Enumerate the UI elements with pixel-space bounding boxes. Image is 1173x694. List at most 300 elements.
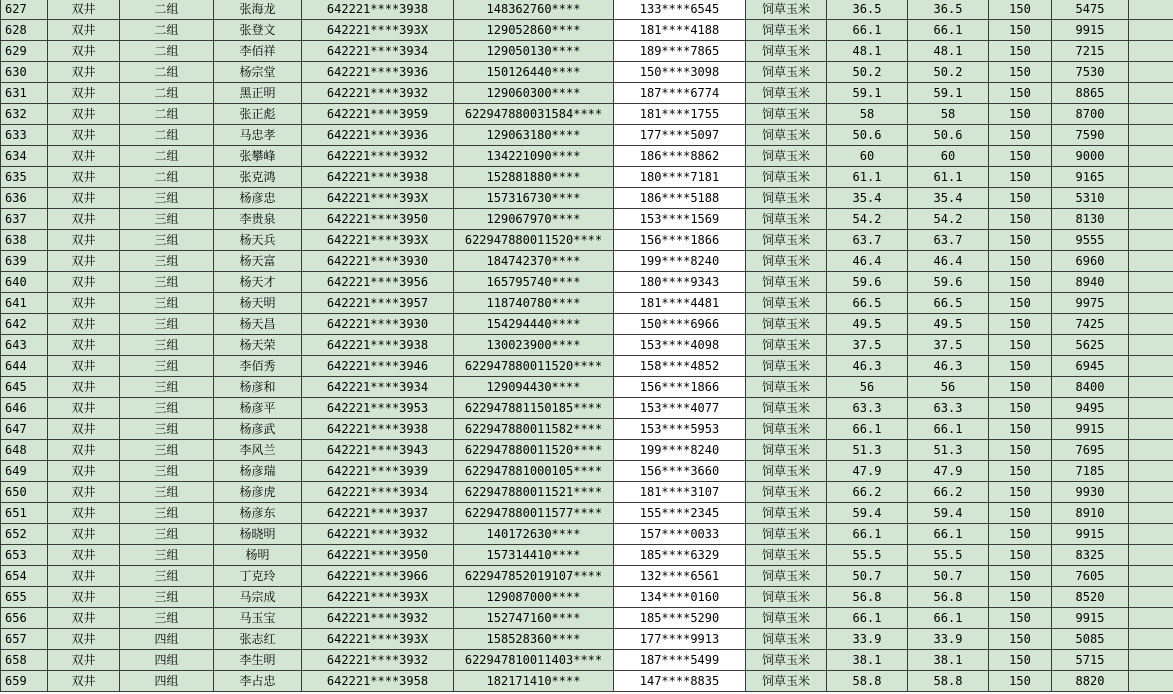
empty-cell[interactable] — [1129, 104, 1173, 125]
area-cell[interactable]: 66.2 — [827, 482, 908, 503]
verified-area-cell[interactable]: 59.1 — [908, 83, 989, 104]
row-number-cell[interactable]: 642 — [1, 314, 48, 335]
group-cell[interactable]: 二组 — [120, 125, 214, 146]
name-cell[interactable]: 杨天明 — [214, 293, 302, 314]
area-cell[interactable]: 47.9 — [827, 461, 908, 482]
bank-account-cell[interactable]: 622947852019107**** — [454, 566, 614, 587]
row-number-cell[interactable]: 646 — [1, 398, 48, 419]
area-cell[interactable]: 48.1 — [827, 41, 908, 62]
subsidy-rate-cell[interactable]: 150 — [989, 230, 1052, 251]
area-cell[interactable]: 55.5 — [827, 545, 908, 566]
subsidy-rate-cell[interactable]: 150 — [989, 524, 1052, 545]
subsidy-amount-cell[interactable]: 9915 — [1052, 524, 1129, 545]
crop-cell[interactable]: 饲草玉米 — [746, 482, 827, 503]
group-cell[interactable]: 二组 — [120, 41, 214, 62]
phone-cell[interactable]: 177****9913 — [614, 629, 746, 650]
group-cell[interactable]: 三组 — [120, 188, 214, 209]
phone-cell[interactable]: 156****1866 — [614, 230, 746, 251]
bank-account-cell[interactable]: 129060300**** — [454, 83, 614, 104]
empty-cell[interactable] — [1129, 524, 1173, 545]
bank-account-cell[interactable]: 129067970**** — [454, 209, 614, 230]
row-number-cell[interactable]: 641 — [1, 293, 48, 314]
subsidy-rate-cell[interactable]: 150 — [989, 104, 1052, 125]
subsidy-rate-cell[interactable]: 150 — [989, 167, 1052, 188]
area-cell[interactable]: 46.4 — [827, 251, 908, 272]
group-cell[interactable]: 四组 — [120, 629, 214, 650]
id-card-cell[interactable]: 642221****3930 — [302, 314, 454, 335]
subsidy-rate-cell[interactable]: 150 — [989, 125, 1052, 146]
crop-cell[interactable]: 饲草玉米 — [746, 440, 827, 461]
bank-account-cell[interactable]: 148362760**** — [454, 0, 614, 20]
village-cell[interactable]: 双井 — [48, 545, 120, 566]
id-card-cell[interactable]: 642221****3950 — [302, 545, 454, 566]
crop-cell[interactable]: 饲草玉米 — [746, 20, 827, 41]
row-number-cell[interactable]: 628 — [1, 20, 48, 41]
crop-cell[interactable]: 饲草玉米 — [746, 461, 827, 482]
empty-cell[interactable] — [1129, 167, 1173, 188]
row-number-cell[interactable]: 644 — [1, 356, 48, 377]
area-cell[interactable]: 60 — [827, 146, 908, 167]
phone-cell[interactable]: 186****5188 — [614, 188, 746, 209]
crop-cell[interactable]: 饲草玉米 — [746, 293, 827, 314]
subsidy-amount-cell[interactable]: 8910 — [1052, 503, 1129, 524]
id-card-cell[interactable]: 642221****3957 — [302, 293, 454, 314]
group-cell[interactable]: 三组 — [120, 293, 214, 314]
verified-area-cell[interactable]: 56 — [908, 377, 989, 398]
crop-cell[interactable]: 饲草玉米 — [746, 608, 827, 629]
bank-account-cell[interactable]: 140172630**** — [454, 524, 614, 545]
empty-cell[interactable] — [1129, 377, 1173, 398]
bank-account-cell[interactable]: 622947880011577**** — [454, 503, 614, 524]
empty-cell[interactable] — [1129, 125, 1173, 146]
village-cell[interactable]: 双井 — [48, 335, 120, 356]
group-cell[interactable]: 三组 — [120, 272, 214, 293]
group-cell[interactable]: 三组 — [120, 608, 214, 629]
row-number-cell[interactable]: 649 — [1, 461, 48, 482]
phone-cell[interactable]: 181****4481 — [614, 293, 746, 314]
group-cell[interactable]: 二组 — [120, 0, 214, 20]
crop-cell[interactable]: 饲草玉米 — [746, 419, 827, 440]
bank-account-cell[interactable]: 622947880031584**** — [454, 104, 614, 125]
village-cell[interactable]: 双井 — [48, 62, 120, 83]
crop-cell[interactable]: 饲草玉米 — [746, 566, 827, 587]
village-cell[interactable]: 双井 — [48, 503, 120, 524]
id-card-cell[interactable]: 642221****3930 — [302, 251, 454, 272]
bank-account-cell[interactable]: 129050130**** — [454, 41, 614, 62]
empty-cell[interactable] — [1129, 629, 1173, 650]
crop-cell[interactable]: 饲草玉米 — [746, 125, 827, 146]
name-cell[interactable]: 张登文 — [214, 20, 302, 41]
subsidy-amount-cell[interactable]: 7185 — [1052, 461, 1129, 482]
subsidy-rate-cell[interactable]: 150 — [989, 629, 1052, 650]
verified-area-cell[interactable]: 37.5 — [908, 335, 989, 356]
group-cell[interactable]: 三组 — [120, 566, 214, 587]
bank-account-cell[interactable]: 129052860**** — [454, 20, 614, 41]
row-number-cell[interactable]: 654 — [1, 566, 48, 587]
subsidy-rate-cell[interactable]: 150 — [989, 293, 1052, 314]
name-cell[interactable]: 杨彦武 — [214, 419, 302, 440]
name-cell[interactable]: 张克鸿 — [214, 167, 302, 188]
row-number-cell[interactable]: 657 — [1, 629, 48, 650]
crop-cell[interactable]: 饲草玉米 — [746, 146, 827, 167]
subsidy-amount-cell[interactable]: 8820 — [1052, 671, 1129, 692]
subsidy-amount-cell[interactable]: 7215 — [1052, 41, 1129, 62]
group-cell[interactable]: 四组 — [120, 650, 214, 671]
area-cell[interactable]: 50.6 — [827, 125, 908, 146]
phone-cell[interactable]: 153****4098 — [614, 335, 746, 356]
name-cell[interactable]: 李佰秀 — [214, 356, 302, 377]
empty-cell[interactable] — [1129, 503, 1173, 524]
village-cell[interactable]: 双井 — [48, 461, 120, 482]
village-cell[interactable]: 双井 — [48, 41, 120, 62]
phone-cell[interactable]: 158****4852 — [614, 356, 746, 377]
phone-cell[interactable]: 134****0160 — [614, 587, 746, 608]
id-card-cell[interactable]: 642221****3934 — [302, 377, 454, 398]
subsidy-rate-cell[interactable]: 150 — [989, 272, 1052, 293]
area-cell[interactable]: 59.4 — [827, 503, 908, 524]
verified-area-cell[interactable]: 66.1 — [908, 524, 989, 545]
id-card-cell[interactable]: 642221****3932 — [302, 146, 454, 167]
phone-cell[interactable]: 153****4077 — [614, 398, 746, 419]
row-number-cell[interactable]: 629 — [1, 41, 48, 62]
subsidy-rate-cell[interactable]: 150 — [989, 566, 1052, 587]
id-card-cell[interactable]: 642221****3950 — [302, 209, 454, 230]
row-number-cell[interactable]: 652 — [1, 524, 48, 545]
id-card-cell[interactable]: 642221****3938 — [302, 335, 454, 356]
name-cell[interactable]: 马玉宝 — [214, 608, 302, 629]
subsidy-rate-cell[interactable]: 150 — [989, 83, 1052, 104]
crop-cell[interactable]: 饲草玉米 — [746, 629, 827, 650]
subsidy-amount-cell[interactable]: 5310 — [1052, 188, 1129, 209]
group-cell[interactable]: 三组 — [120, 461, 214, 482]
name-cell[interactable]: 丁克玲 — [214, 566, 302, 587]
phone-cell[interactable]: 177****5097 — [614, 125, 746, 146]
area-cell[interactable]: 66.5 — [827, 293, 908, 314]
row-number-cell[interactable]: 638 — [1, 230, 48, 251]
verified-area-cell[interactable]: 61.1 — [908, 167, 989, 188]
subsidy-amount-cell[interactable]: 8700 — [1052, 104, 1129, 125]
name-cell[interactable]: 杨天富 — [214, 251, 302, 272]
verified-area-cell[interactable]: 36.5 — [908, 0, 989, 20]
bank-account-cell[interactable]: 184742370**** — [454, 251, 614, 272]
verified-area-cell[interactable]: 58 — [908, 104, 989, 125]
group-cell[interactable]: 三组 — [120, 398, 214, 419]
empty-cell[interactable] — [1129, 356, 1173, 377]
id-card-cell[interactable]: 642221****3936 — [302, 125, 454, 146]
empty-cell[interactable] — [1129, 314, 1173, 335]
phone-cell[interactable]: 199****8240 — [614, 440, 746, 461]
row-number-cell[interactable]: 647 — [1, 419, 48, 440]
village-cell[interactable]: 双井 — [48, 167, 120, 188]
bank-account-cell[interactable]: 152881880**** — [454, 167, 614, 188]
subsidy-rate-cell[interactable]: 150 — [989, 251, 1052, 272]
empty-cell[interactable] — [1129, 587, 1173, 608]
subsidy-amount-cell[interactable]: 8325 — [1052, 545, 1129, 566]
village-cell[interactable]: 双井 — [48, 524, 120, 545]
subsidy-amount-cell[interactable]: 9975 — [1052, 293, 1129, 314]
empty-cell[interactable] — [1129, 146, 1173, 167]
crop-cell[interactable]: 饲草玉米 — [746, 272, 827, 293]
id-card-cell[interactable]: 642221****3937 — [302, 503, 454, 524]
subsidy-rate-cell[interactable]: 150 — [989, 671, 1052, 692]
area-cell[interactable]: 36.5 — [827, 0, 908, 20]
crop-cell[interactable]: 饲草玉米 — [746, 62, 827, 83]
name-cell[interactable]: 杨天荣 — [214, 335, 302, 356]
id-card-cell[interactable]: 642221****3932 — [302, 83, 454, 104]
empty-cell[interactable] — [1129, 650, 1173, 671]
verified-area-cell[interactable]: 60 — [908, 146, 989, 167]
phone-cell[interactable]: 150****3098 — [614, 62, 746, 83]
crop-cell[interactable]: 饲草玉米 — [746, 524, 827, 545]
village-cell[interactable]: 双井 — [48, 482, 120, 503]
group-cell[interactable]: 三组 — [120, 440, 214, 461]
village-cell[interactable]: 双井 — [48, 188, 120, 209]
name-cell[interactable]: 杨宗堂 — [214, 62, 302, 83]
subsidy-rate-cell[interactable]: 150 — [989, 587, 1052, 608]
group-cell[interactable]: 二组 — [120, 20, 214, 41]
subsidy-rate-cell[interactable]: 150 — [989, 377, 1052, 398]
subsidy-rate-cell[interactable]: 150 — [989, 608, 1052, 629]
empty-cell[interactable] — [1129, 671, 1173, 692]
phone-cell[interactable]: 156****1866 — [614, 377, 746, 398]
subsidy-amount-cell[interactable]: 7530 — [1052, 62, 1129, 83]
bank-account-cell[interactable]: 622947880011521**** — [454, 482, 614, 503]
name-cell[interactable]: 张正彪 — [214, 104, 302, 125]
id-card-cell[interactable]: 642221****3932 — [302, 650, 454, 671]
empty-cell[interactable] — [1129, 41, 1173, 62]
phone-cell[interactable]: 185****6329 — [614, 545, 746, 566]
phone-cell[interactable]: 180****7181 — [614, 167, 746, 188]
verified-area-cell[interactable]: 56.8 — [908, 587, 989, 608]
area-cell[interactable]: 59.6 — [827, 272, 908, 293]
phone-cell[interactable]: 153****1569 — [614, 209, 746, 230]
village-cell[interactable]: 双井 — [48, 398, 120, 419]
row-number-cell[interactable]: 631 — [1, 83, 48, 104]
crop-cell[interactable]: 饲草玉米 — [746, 587, 827, 608]
name-cell[interactable]: 杨彦和 — [214, 377, 302, 398]
crop-cell[interactable]: 饲草玉米 — [746, 230, 827, 251]
verified-area-cell[interactable]: 63.7 — [908, 230, 989, 251]
subsidy-amount-cell[interactable]: 7605 — [1052, 566, 1129, 587]
subsidy-rate-cell[interactable]: 150 — [989, 461, 1052, 482]
id-card-cell[interactable]: 642221****393X — [302, 230, 454, 251]
row-number-cell[interactable]: 659 — [1, 671, 48, 692]
bank-account-cell[interactable]: 118740780**** — [454, 293, 614, 314]
empty-cell[interactable] — [1129, 461, 1173, 482]
subsidy-amount-cell[interactable]: 9000 — [1052, 146, 1129, 167]
crop-cell[interactable]: 饲草玉米 — [746, 209, 827, 230]
group-cell[interactable]: 三组 — [120, 503, 214, 524]
subsidy-amount-cell[interactable]: 8130 — [1052, 209, 1129, 230]
name-cell[interactable]: 李风兰 — [214, 440, 302, 461]
verified-area-cell[interactable]: 55.5 — [908, 545, 989, 566]
village-cell[interactable]: 双井 — [48, 293, 120, 314]
verified-area-cell[interactable]: 59.4 — [908, 503, 989, 524]
bank-account-cell[interactable]: 154294440**** — [454, 314, 614, 335]
group-cell[interactable]: 三组 — [120, 209, 214, 230]
subsidy-rate-cell[interactable]: 150 — [989, 62, 1052, 83]
bank-account-cell[interactable]: 157314410**** — [454, 545, 614, 566]
empty-cell[interactable] — [1129, 566, 1173, 587]
phone-cell[interactable]: 181****3107 — [614, 482, 746, 503]
village-cell[interactable]: 双井 — [48, 629, 120, 650]
id-card-cell[interactable]: 642221****3959 — [302, 104, 454, 125]
group-cell[interactable]: 二组 — [120, 83, 214, 104]
name-cell[interactable]: 杨彦东 — [214, 503, 302, 524]
crop-cell[interactable]: 饲草玉米 — [746, 314, 827, 335]
verified-area-cell[interactable]: 35.4 — [908, 188, 989, 209]
village-cell[interactable]: 双井 — [48, 104, 120, 125]
village-cell[interactable]: 双井 — [48, 566, 120, 587]
phone-cell[interactable]: 153****5953 — [614, 419, 746, 440]
subsidy-rate-cell[interactable]: 150 — [989, 188, 1052, 209]
id-card-cell[interactable]: 642221****3932 — [302, 524, 454, 545]
crop-cell[interactable]: 饲草玉米 — [746, 377, 827, 398]
subsidy-amount-cell[interactable]: 9915 — [1052, 419, 1129, 440]
village-cell[interactable]: 双井 — [48, 20, 120, 41]
subsidy-rate-cell[interactable]: 150 — [989, 482, 1052, 503]
subsidy-amount-cell[interactable]: 5715 — [1052, 650, 1129, 671]
row-number-cell[interactable]: 645 — [1, 377, 48, 398]
row-number-cell[interactable]: 648 — [1, 440, 48, 461]
empty-cell[interactable] — [1129, 482, 1173, 503]
subsidy-amount-cell[interactable]: 6945 — [1052, 356, 1129, 377]
bank-account-cell[interactable]: 622947881000105**** — [454, 461, 614, 482]
verified-area-cell[interactable]: 66.1 — [908, 20, 989, 41]
bank-account-cell[interactable]: 622947880011520**** — [454, 440, 614, 461]
row-number-cell[interactable]: 636 — [1, 188, 48, 209]
area-cell[interactable]: 50.7 — [827, 566, 908, 587]
id-card-cell[interactable]: 642221****393X — [302, 20, 454, 41]
id-card-cell[interactable]: 642221****3953 — [302, 398, 454, 419]
row-number-cell[interactable]: 634 — [1, 146, 48, 167]
row-number-cell[interactable]: 635 — [1, 167, 48, 188]
village-cell[interactable]: 双井 — [48, 377, 120, 398]
row-number-cell[interactable]: 639 — [1, 251, 48, 272]
verified-area-cell[interactable]: 46.4 — [908, 251, 989, 272]
id-card-cell[interactable]: 642221****3939 — [302, 461, 454, 482]
subsidy-amount-cell[interactable]: 9930 — [1052, 482, 1129, 503]
group-cell[interactable]: 三组 — [120, 251, 214, 272]
village-cell[interactable]: 双井 — [48, 230, 120, 251]
name-cell[interactable]: 李佰祥 — [214, 41, 302, 62]
area-cell[interactable]: 63.3 — [827, 398, 908, 419]
subsidy-amount-cell[interactable]: 9555 — [1052, 230, 1129, 251]
verified-area-cell[interactable]: 48.1 — [908, 41, 989, 62]
row-number-cell[interactable]: 653 — [1, 545, 48, 566]
village-cell[interactable]: 双井 — [48, 650, 120, 671]
subsidy-amount-cell[interactable]: 7695 — [1052, 440, 1129, 461]
crop-cell[interactable]: 饲草玉米 — [746, 41, 827, 62]
row-number-cell[interactable]: 630 — [1, 62, 48, 83]
subsidy-amount-cell[interactable]: 8865 — [1052, 83, 1129, 104]
empty-cell[interactable] — [1129, 188, 1173, 209]
row-number-cell[interactable]: 655 — [1, 587, 48, 608]
bank-account-cell[interactable]: 182171410**** — [454, 671, 614, 692]
verified-area-cell[interactable]: 63.3 — [908, 398, 989, 419]
verified-area-cell[interactable]: 46.3 — [908, 356, 989, 377]
subsidy-rate-cell[interactable]: 150 — [989, 440, 1052, 461]
subsidy-amount-cell[interactable]: 8400 — [1052, 377, 1129, 398]
name-cell[interactable]: 张攀峰 — [214, 146, 302, 167]
group-cell[interactable]: 四组 — [120, 671, 214, 692]
row-number-cell[interactable]: 640 — [1, 272, 48, 293]
bank-account-cell[interactable]: 622947880011520**** — [454, 356, 614, 377]
subsidy-rate-cell[interactable]: 150 — [989, 398, 1052, 419]
subsidy-amount-cell[interactable]: 8940 — [1052, 272, 1129, 293]
name-cell[interactable]: 杨明 — [214, 545, 302, 566]
empty-cell[interactable] — [1129, 419, 1173, 440]
id-card-cell[interactable]: 642221****3938 — [302, 0, 454, 20]
group-cell[interactable]: 二组 — [120, 104, 214, 125]
crop-cell[interactable]: 饲草玉米 — [746, 335, 827, 356]
crop-cell[interactable]: 饲草玉米 — [746, 671, 827, 692]
crop-cell[interactable]: 饲草玉米 — [746, 83, 827, 104]
group-cell[interactable]: 二组 — [120, 146, 214, 167]
verified-area-cell[interactable]: 58.8 — [908, 671, 989, 692]
verified-area-cell[interactable]: 50.7 — [908, 566, 989, 587]
row-number-cell[interactable]: 650 — [1, 482, 48, 503]
subsidy-amount-cell[interactable]: 6960 — [1052, 251, 1129, 272]
bank-account-cell[interactable]: 152747160**** — [454, 608, 614, 629]
empty-cell[interactable] — [1129, 545, 1173, 566]
verified-area-cell[interactable]: 66.5 — [908, 293, 989, 314]
row-number-cell[interactable]: 632 — [1, 104, 48, 125]
phone-cell[interactable]: 147****8835 — [614, 671, 746, 692]
area-cell[interactable]: 33.9 — [827, 629, 908, 650]
phone-cell[interactable]: 187****5499 — [614, 650, 746, 671]
name-cell[interactable]: 杨天兵 — [214, 230, 302, 251]
bank-account-cell[interactable]: 157316730**** — [454, 188, 614, 209]
area-cell[interactable]: 58.8 — [827, 671, 908, 692]
empty-cell[interactable] — [1129, 293, 1173, 314]
empty-cell[interactable] — [1129, 251, 1173, 272]
phone-cell[interactable]: 133****6545 — [614, 0, 746, 20]
area-cell[interactable]: 46.3 — [827, 356, 908, 377]
group-cell[interactable]: 二组 — [120, 167, 214, 188]
phone-cell[interactable]: 189****7865 — [614, 41, 746, 62]
subsidy-rate-cell[interactable]: 150 — [989, 146, 1052, 167]
id-card-cell[interactable]: 642221****3934 — [302, 41, 454, 62]
id-card-cell[interactable]: 642221****3946 — [302, 356, 454, 377]
village-cell[interactable]: 双井 — [48, 314, 120, 335]
group-cell[interactable]: 三组 — [120, 545, 214, 566]
verified-area-cell[interactable]: 47.9 — [908, 461, 989, 482]
name-cell[interactable]: 杨彦虎 — [214, 482, 302, 503]
name-cell[interactable]: 李生明 — [214, 650, 302, 671]
bank-account-cell[interactable]: 622947881150185**** — [454, 398, 614, 419]
subsidy-rate-cell[interactable]: 150 — [989, 209, 1052, 230]
phone-cell[interactable]: 157****0033 — [614, 524, 746, 545]
phone-cell[interactable]: 150****6966 — [614, 314, 746, 335]
village-cell[interactable]: 双井 — [48, 209, 120, 230]
area-cell[interactable]: 66.1 — [827, 524, 908, 545]
subsidy-amount-cell[interactable]: 9915 — [1052, 20, 1129, 41]
group-cell[interactable]: 三组 — [120, 314, 214, 335]
village-cell[interactable]: 双井 — [48, 440, 120, 461]
empty-cell[interactable] — [1129, 608, 1173, 629]
empty-cell[interactable] — [1129, 272, 1173, 293]
subsidy-rate-cell[interactable]: 150 — [989, 335, 1052, 356]
name-cell[interactable]: 杨彦平 — [214, 398, 302, 419]
village-cell[interactable]: 双井 — [48, 125, 120, 146]
phone-cell[interactable]: 181****4188 — [614, 20, 746, 41]
bank-account-cell[interactable]: 165795740**** — [454, 272, 614, 293]
subsidy-rate-cell[interactable]: 150 — [989, 314, 1052, 335]
name-cell[interactable]: 杨天才 — [214, 272, 302, 293]
empty-cell[interactable] — [1129, 83, 1173, 104]
village-cell[interactable]: 双井 — [48, 356, 120, 377]
